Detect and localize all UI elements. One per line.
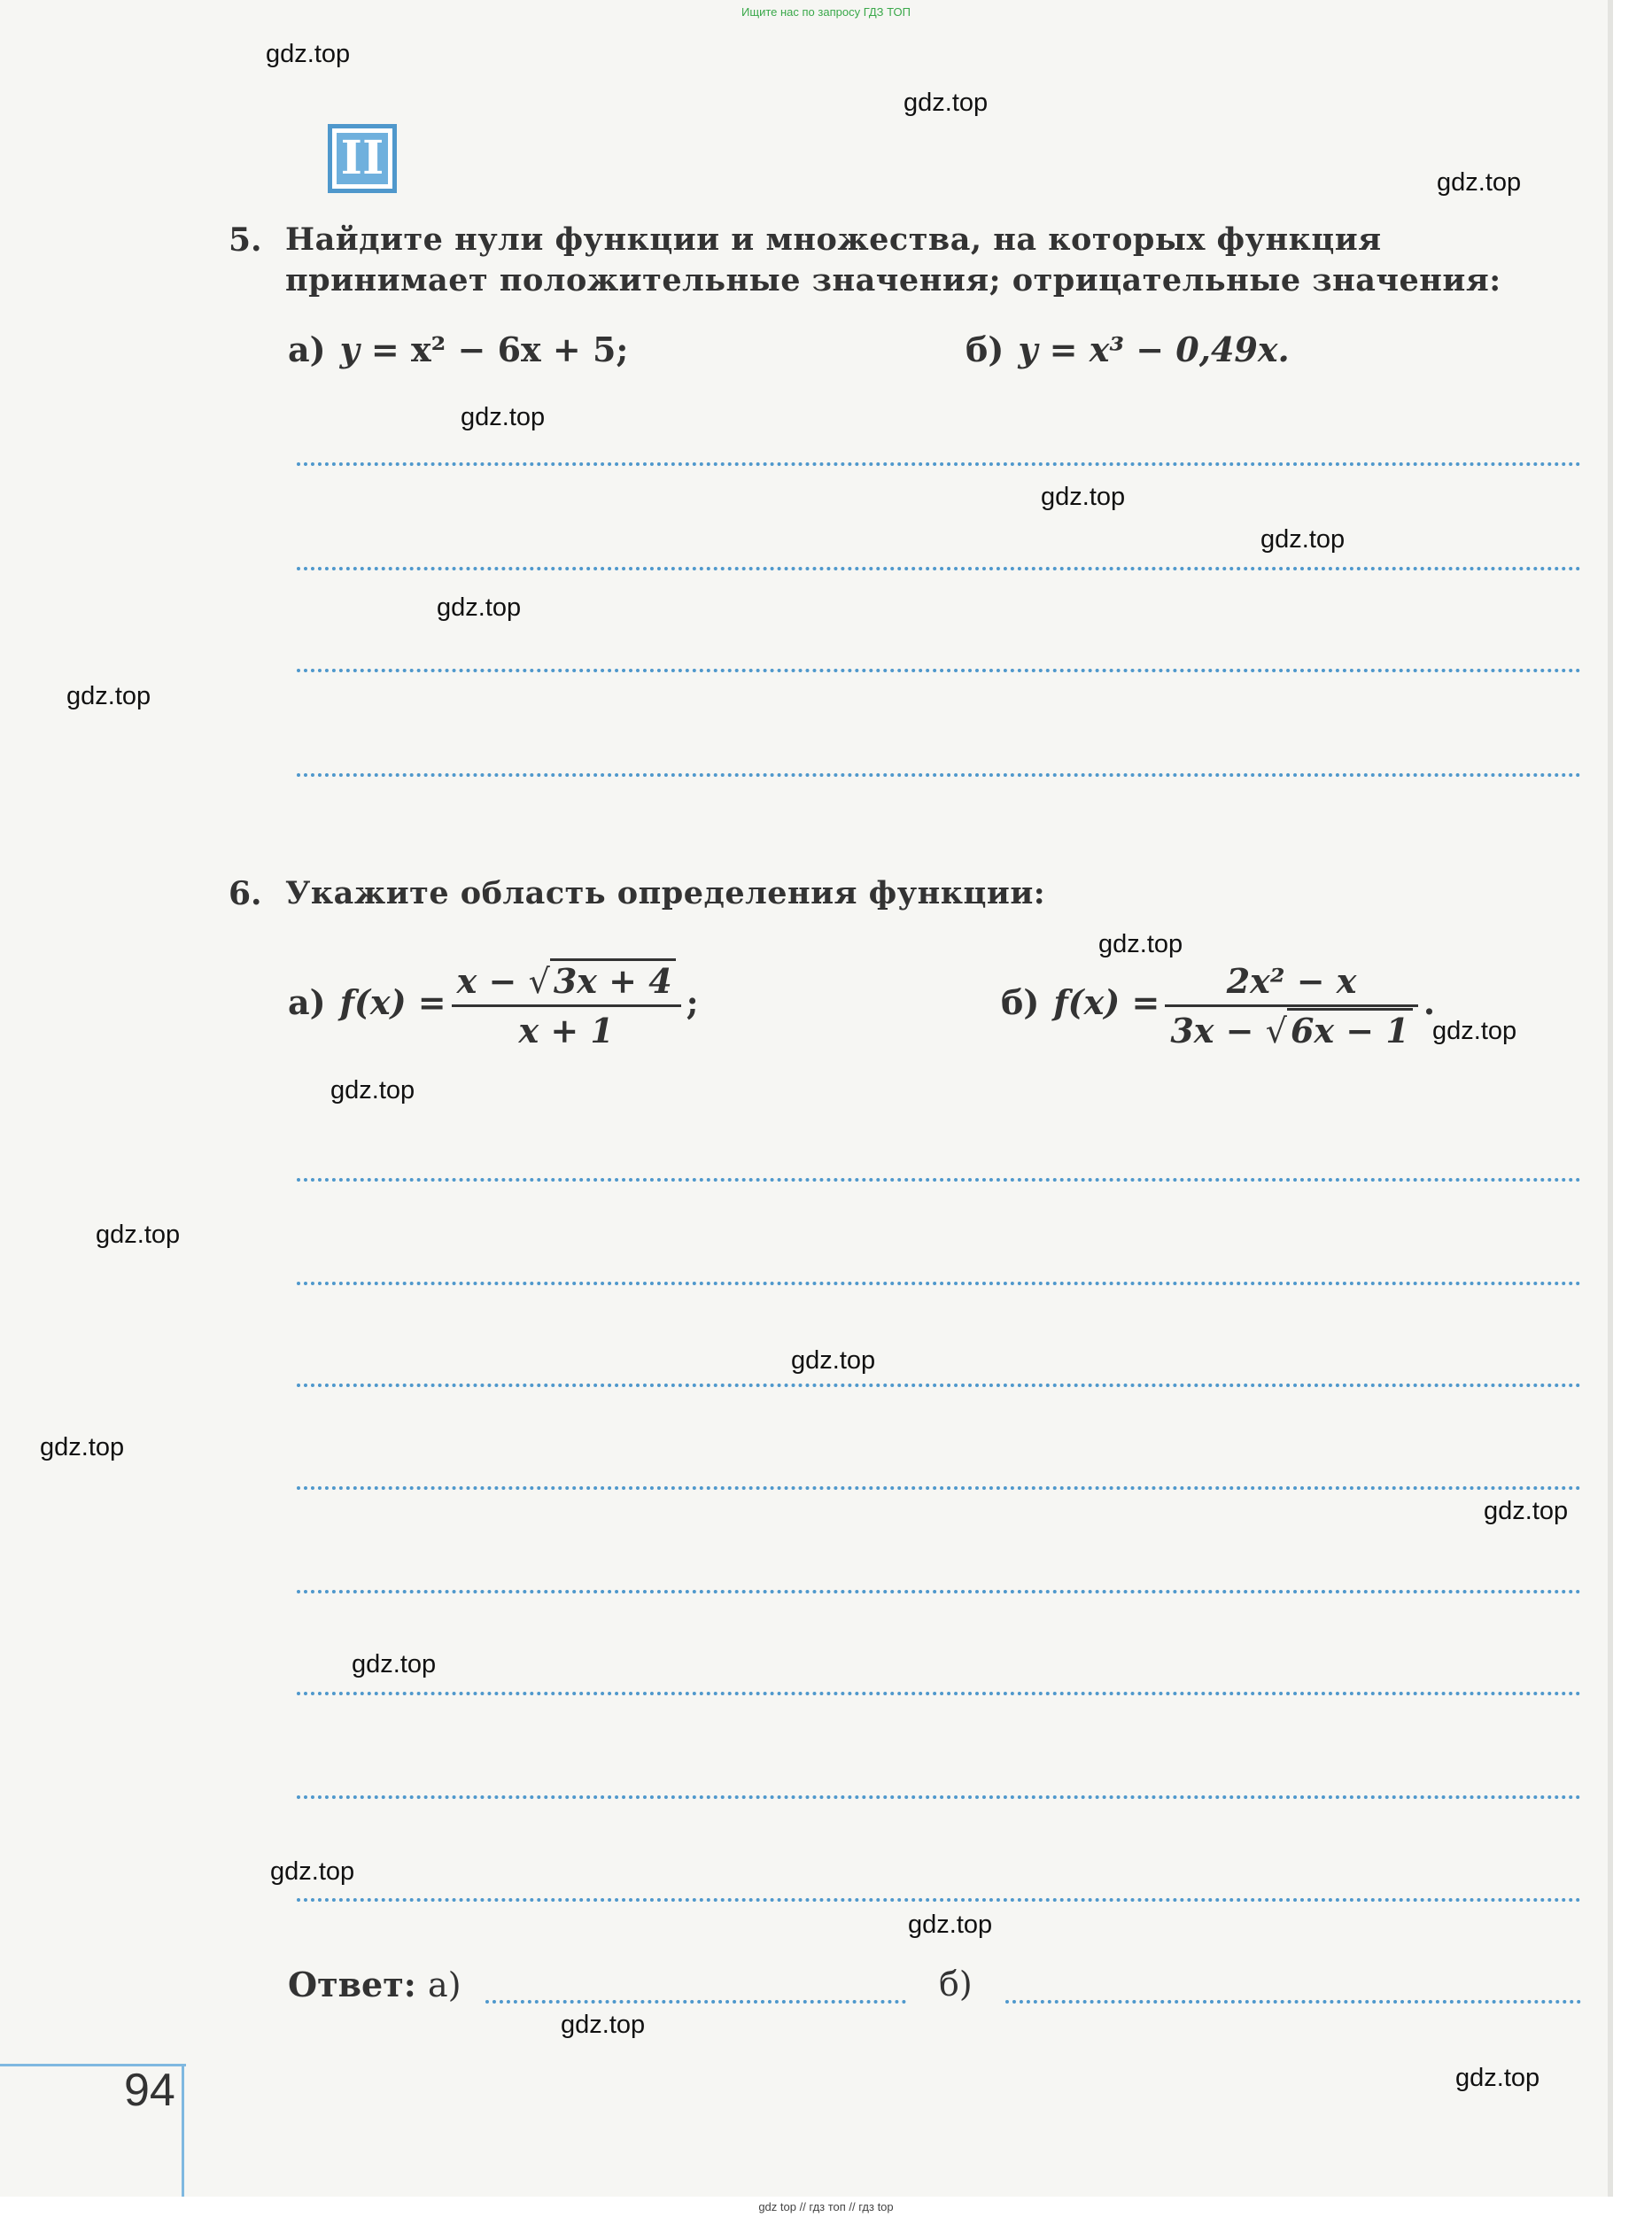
watermark: gdz.top <box>908 1911 993 1939</box>
answer-line[interactable] <box>297 1590 1581 1593</box>
watermark: gdz.top <box>40 1433 125 1461</box>
task6-b-den-pre: 3x − <box>1170 1011 1266 1050</box>
answer-a-line[interactable] <box>485 2000 906 2004</box>
task6-a-end: ; <box>686 982 699 1022</box>
watermark: gdz.top <box>66 682 151 710</box>
watermark: gdz.top <box>330 1076 415 1105</box>
watermark: gdz.top <box>461 403 546 431</box>
task5-item-a <box>288 329 628 369</box>
task5-text: Найдите нули функции и множества, на которых функция принимает положительные значения; отрицательные значения: <box>285 221 1501 298</box>
watermark: gdz.top <box>1260 525 1346 554</box>
task5-b-formula: y = x³ − 0,49x. <box>1018 329 1290 369</box>
answer-b-line[interactable] <box>1005 2000 1581 2004</box>
watermark: gdz.top <box>1484 1497 1569 1525</box>
task6-number: 6. <box>229 875 262 912</box>
task5-a-formula: = x² − 6x + 5; <box>359 329 629 369</box>
page-corner-frame <box>182 2064 184 2197</box>
task5-a-y: y <box>339 329 360 369</box>
task6-a-label: а) <box>288 982 326 1022</box>
task6-item-b <box>1001 961 1435 1050</box>
top-banner[interactable]: Ищите нас по запросу ГДЗ ТОП <box>741 5 911 19</box>
task6-b-lhs: f(x) = <box>1053 982 1160 1022</box>
task6-b-fraction <box>1165 961 1417 1050</box>
task6-b-den-rad: 6x − 1 <box>1287 1008 1413 1050</box>
answer-line[interactable] <box>297 1178 1581 1182</box>
task6-text: Укажите область определения функции: <box>285 875 1046 911</box>
watermark: gdz.top <box>270 1857 355 1886</box>
watermark: gdz.top <box>904 89 989 117</box>
answer-line[interactable] <box>297 1898 1581 1902</box>
task6-a-lhs: f(x) = <box>339 982 446 1022</box>
answer-line[interactable] <box>297 1795 1581 1799</box>
answer-label <box>288 1965 461 2004</box>
watermark: gdz.top <box>1432 1017 1517 1045</box>
task5-a-label: а) <box>288 329 326 369</box>
task6-a-num-rad: 3x + 4 <box>550 958 676 1001</box>
watermark: gdz.top <box>266 40 351 68</box>
section-label: II <box>337 133 388 184</box>
task6-b-num: 2x² − x <box>1165 961 1417 1007</box>
task6-a-den: x + 1 <box>518 1011 614 1050</box>
answer-word: Ответ: <box>288 1965 416 2004</box>
answer-line[interactable] <box>297 1486 1581 1490</box>
watermark: gdz.top <box>1437 168 1522 197</box>
answer-line[interactable] <box>297 1384 1581 1387</box>
watermark: gdz.top <box>1098 930 1183 958</box>
task6-b-end: . <box>1423 982 1436 1022</box>
task6-item-a <box>288 961 699 1050</box>
answer-line[interactable] <box>297 567 1581 570</box>
task6-b-label: б) <box>1001 982 1040 1022</box>
watermark: gdz.top <box>1041 483 1126 511</box>
watermark: gdz.top <box>352 1650 437 1678</box>
sqrt-symbol: √ 6x − 1 <box>1266 1011 1413 1050</box>
watermark: gdz.top <box>791 1346 876 1375</box>
answer-line[interactable] <box>297 1282 1581 1285</box>
task5-b-label: б) <box>966 329 1004 369</box>
section-badge <box>328 124 397 193</box>
answer-line[interactable] <box>297 773 1581 777</box>
page-number: 94 <box>124 2065 175 2116</box>
answer-line[interactable] <box>297 462 1581 466</box>
watermark: gdz.top <box>437 593 522 622</box>
task6-a-fraction <box>452 961 681 1050</box>
answer-line[interactable] <box>297 669 1581 672</box>
watermark: gdz.top <box>1455 2064 1540 2092</box>
answer-a-label: а) <box>428 1965 461 2004</box>
sqrt-symbol: √ 3x + 4 <box>529 961 676 1001</box>
task6-a-num-pre: x − <box>456 961 529 1001</box>
bottom-banner[interactable]: gdz top // гдз топ // гдз top <box>758 2200 894 2213</box>
watermark: gdz.top <box>561 2011 646 2039</box>
watermark: gdz.top <box>96 1221 181 1249</box>
task5-number: 5. <box>229 221 262 259</box>
answer-line[interactable] <box>297 1692 1581 1695</box>
answer-b-label: б) <box>939 1965 973 2004</box>
task5-item-b <box>966 329 1290 369</box>
